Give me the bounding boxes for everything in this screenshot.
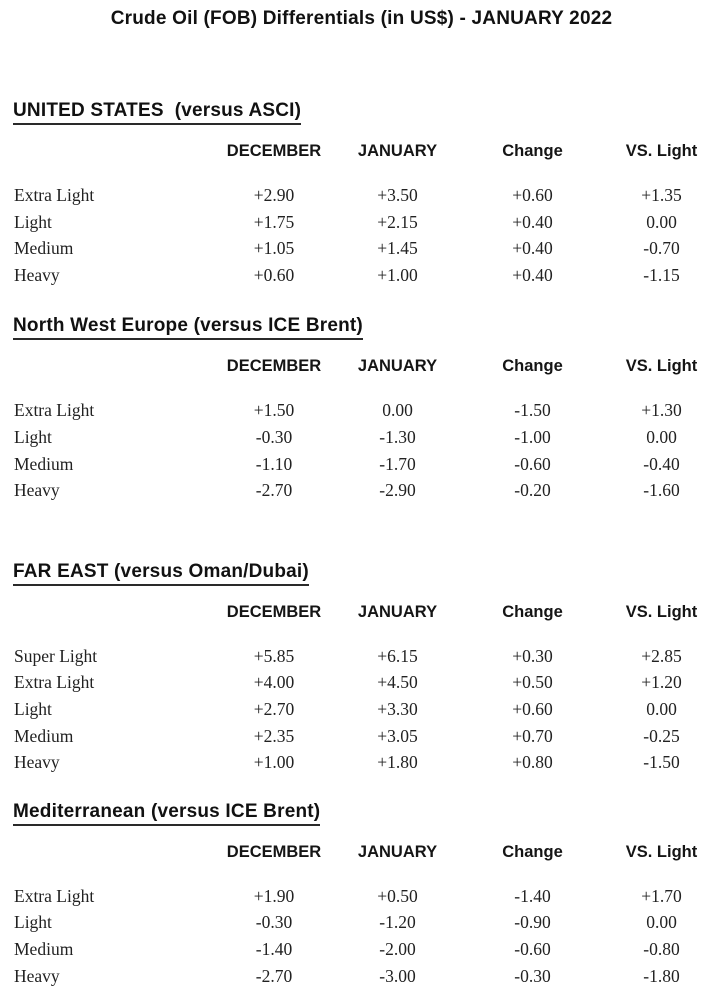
column-header: JANUARY bbox=[357, 602, 438, 621]
cell-value: -3.00 bbox=[379, 965, 416, 986]
section-heading: North West Europe (versus ICE Brent) bbox=[13, 315, 363, 340]
cell-value: -1.00 bbox=[514, 426, 551, 447]
row-label: Light bbox=[14, 426, 52, 447]
cell-value: +4.50 bbox=[377, 672, 418, 693]
cell-value: 0.00 bbox=[646, 426, 677, 447]
cell-value: -0.30 bbox=[255, 426, 293, 447]
row-label: Medium bbox=[14, 725, 74, 746]
cell-value: +1.50 bbox=[253, 400, 295, 421]
cell-value: +0.50 bbox=[512, 672, 553, 693]
cell-value: +0.60 bbox=[512, 185, 553, 205]
cell-value: +2.35 bbox=[253, 725, 295, 746]
cell-value: +2.15 bbox=[377, 211, 418, 232]
row-label: Light bbox=[14, 211, 52, 232]
table-row bbox=[0, 699, 723, 726]
table-body bbox=[0, 646, 723, 779]
section-2 bbox=[0, 315, 723, 506]
column-header: VS. Light bbox=[625, 842, 698, 861]
cell-value: +1.70 bbox=[641, 885, 682, 906]
column-header: Change bbox=[502, 842, 563, 861]
row-label: Heavy bbox=[14, 965, 60, 986]
row-label: Heavy bbox=[14, 480, 60, 501]
column-header-row bbox=[0, 603, 723, 622]
table-row bbox=[0, 726, 723, 753]
column-header: JANUARY bbox=[357, 142, 438, 160]
table-row bbox=[0, 752, 723, 779]
column-header: JANUARY bbox=[357, 357, 438, 376]
table-row bbox=[0, 646, 723, 673]
column-header-row bbox=[0, 843, 723, 862]
section-4 bbox=[0, 801, 723, 992]
cell-value: -1.50 bbox=[643, 752, 680, 773]
cell-value: -1.50 bbox=[514, 400, 551, 421]
cell-value: -0.60 bbox=[514, 453, 551, 474]
column-header: VS. Light bbox=[625, 142, 698, 160]
row-label: Light bbox=[14, 698, 52, 719]
table-row bbox=[0, 672, 723, 699]
column-header: DECEMBER bbox=[226, 142, 322, 160]
table-row bbox=[0, 185, 723, 212]
cell-value: -2.00 bbox=[379, 938, 416, 959]
row-label: Medium bbox=[14, 453, 74, 474]
column-header: Change bbox=[502, 142, 563, 160]
cell-value: -0.60 bbox=[514, 938, 551, 959]
cell-value: +0.40 bbox=[512, 211, 553, 232]
page-title: Crude Oil (FOB) Differentials (in US$) - JANUARY 2022 bbox=[110, 8, 613, 29]
cell-value: -1.80 bbox=[643, 965, 680, 986]
cell-value: +3.05 bbox=[377, 725, 418, 746]
cell-value: -2.70 bbox=[255, 480, 293, 501]
cell-value: +1.20 bbox=[641, 672, 682, 693]
row-label: Super Light bbox=[14, 645, 98, 666]
cell-value: +1.75 bbox=[253, 211, 295, 232]
cell-value: +2.70 bbox=[253, 698, 295, 719]
cell-value: +2.85 bbox=[641, 645, 682, 666]
table-row bbox=[0, 454, 723, 481]
row-label: Extra Light bbox=[14, 185, 95, 205]
table-row bbox=[0, 238, 723, 265]
cell-value: -1.15 bbox=[643, 264, 680, 285]
table-body bbox=[0, 886, 723, 992]
table-row bbox=[0, 480, 723, 507]
cell-value: -0.25 bbox=[643, 725, 680, 746]
cell-value: +0.80 bbox=[512, 752, 553, 773]
cell-value: +1.00 bbox=[253, 752, 295, 773]
table-row bbox=[0, 427, 723, 454]
cell-value: 0.00 bbox=[646, 698, 677, 719]
cell-value: -1.60 bbox=[643, 480, 680, 501]
cell-value: -1.40 bbox=[514, 885, 551, 906]
table-row bbox=[0, 912, 723, 939]
cell-value: +0.60 bbox=[512, 698, 553, 719]
column-header: DECEMBER bbox=[226, 602, 322, 621]
cell-value: +0.50 bbox=[377, 885, 418, 906]
table-body bbox=[0, 400, 723, 506]
row-label: Extra Light bbox=[14, 672, 95, 693]
cell-value: +0.30 bbox=[512, 645, 553, 666]
cell-value: -0.40 bbox=[643, 453, 680, 474]
row-label: Light bbox=[14, 912, 52, 933]
cell-value: +0.60 bbox=[253, 264, 295, 285]
cell-value: -2.70 bbox=[255, 965, 293, 986]
cell-value: +1.45 bbox=[377, 238, 418, 259]
cell-value: +1.90 bbox=[253, 885, 295, 906]
cell-value: +1.80 bbox=[377, 752, 418, 773]
section-1 bbox=[0, 100, 723, 291]
cell-value: -1.40 bbox=[255, 938, 293, 959]
cell-value: +0.40 bbox=[512, 238, 553, 259]
cell-value: -1.70 bbox=[379, 453, 416, 474]
row-label: Extra Light bbox=[14, 885, 95, 906]
column-header: DECEMBER bbox=[226, 357, 322, 376]
sections-container bbox=[0, 100, 723, 992]
cell-value: +3.30 bbox=[377, 698, 418, 719]
section-heading: FAR EAST (versus Oman/Dubai) bbox=[13, 561, 309, 586]
row-label: Heavy bbox=[14, 264, 60, 285]
column-header-row bbox=[0, 142, 723, 161]
cell-value: +5.85 bbox=[253, 645, 295, 666]
row-label: Extra Light bbox=[14, 400, 95, 421]
table-row bbox=[0, 400, 723, 427]
cell-value: -0.70 bbox=[643, 238, 680, 259]
column-header: VS. Light bbox=[625, 357, 698, 376]
table-body bbox=[0, 185, 723, 291]
cell-value: -0.20 bbox=[514, 480, 551, 501]
table-row bbox=[0, 966, 723, 993]
cell-value: +2.90 bbox=[253, 185, 295, 205]
cell-value: -0.30 bbox=[255, 912, 293, 933]
section-heading: UNITED STATES (versus ASCI) bbox=[13, 100, 301, 125]
section-heading: Mediterranean (versus ICE Brent) bbox=[13, 801, 320, 826]
cell-value: +3.50 bbox=[377, 185, 418, 205]
cell-value: +1.00 bbox=[377, 264, 418, 285]
table-row bbox=[0, 939, 723, 966]
table-row bbox=[0, 212, 723, 239]
cell-value: +1.35 bbox=[641, 185, 682, 205]
column-header: Change bbox=[502, 357, 563, 376]
cell-value: -1.10 bbox=[255, 453, 293, 474]
table-row bbox=[0, 886, 723, 913]
row-label: Medium bbox=[14, 238, 74, 259]
cell-value: -0.90 bbox=[514, 912, 551, 933]
cell-value: -0.80 bbox=[643, 938, 680, 959]
cell-value: +0.40 bbox=[512, 264, 553, 285]
cell-value: -1.30 bbox=[379, 426, 416, 447]
cell-value: 0.00 bbox=[382, 400, 413, 421]
table-row bbox=[0, 265, 723, 292]
column-header: VS. Light bbox=[625, 602, 698, 621]
cell-value: -0.30 bbox=[514, 965, 551, 986]
column-header: DECEMBER bbox=[226, 842, 322, 861]
cell-value: 0.00 bbox=[646, 211, 677, 232]
section-3 bbox=[0, 561, 723, 779]
column-header-row bbox=[0, 357, 723, 376]
row-label: Heavy bbox=[14, 752, 60, 773]
column-header: JANUARY bbox=[357, 842, 438, 861]
cell-value: -1.20 bbox=[379, 912, 416, 933]
row-label: Medium bbox=[14, 938, 74, 959]
cell-value: +1.30 bbox=[641, 400, 682, 421]
cell-value: +0.70 bbox=[512, 725, 553, 746]
cell-value: -2.90 bbox=[379, 480, 416, 501]
cell-value: +1.05 bbox=[253, 238, 295, 259]
column-header: Change bbox=[502, 602, 563, 621]
cell-value: +6.15 bbox=[377, 645, 418, 666]
cell-value: 0.00 bbox=[646, 912, 677, 933]
cell-value: +4.00 bbox=[253, 672, 295, 693]
